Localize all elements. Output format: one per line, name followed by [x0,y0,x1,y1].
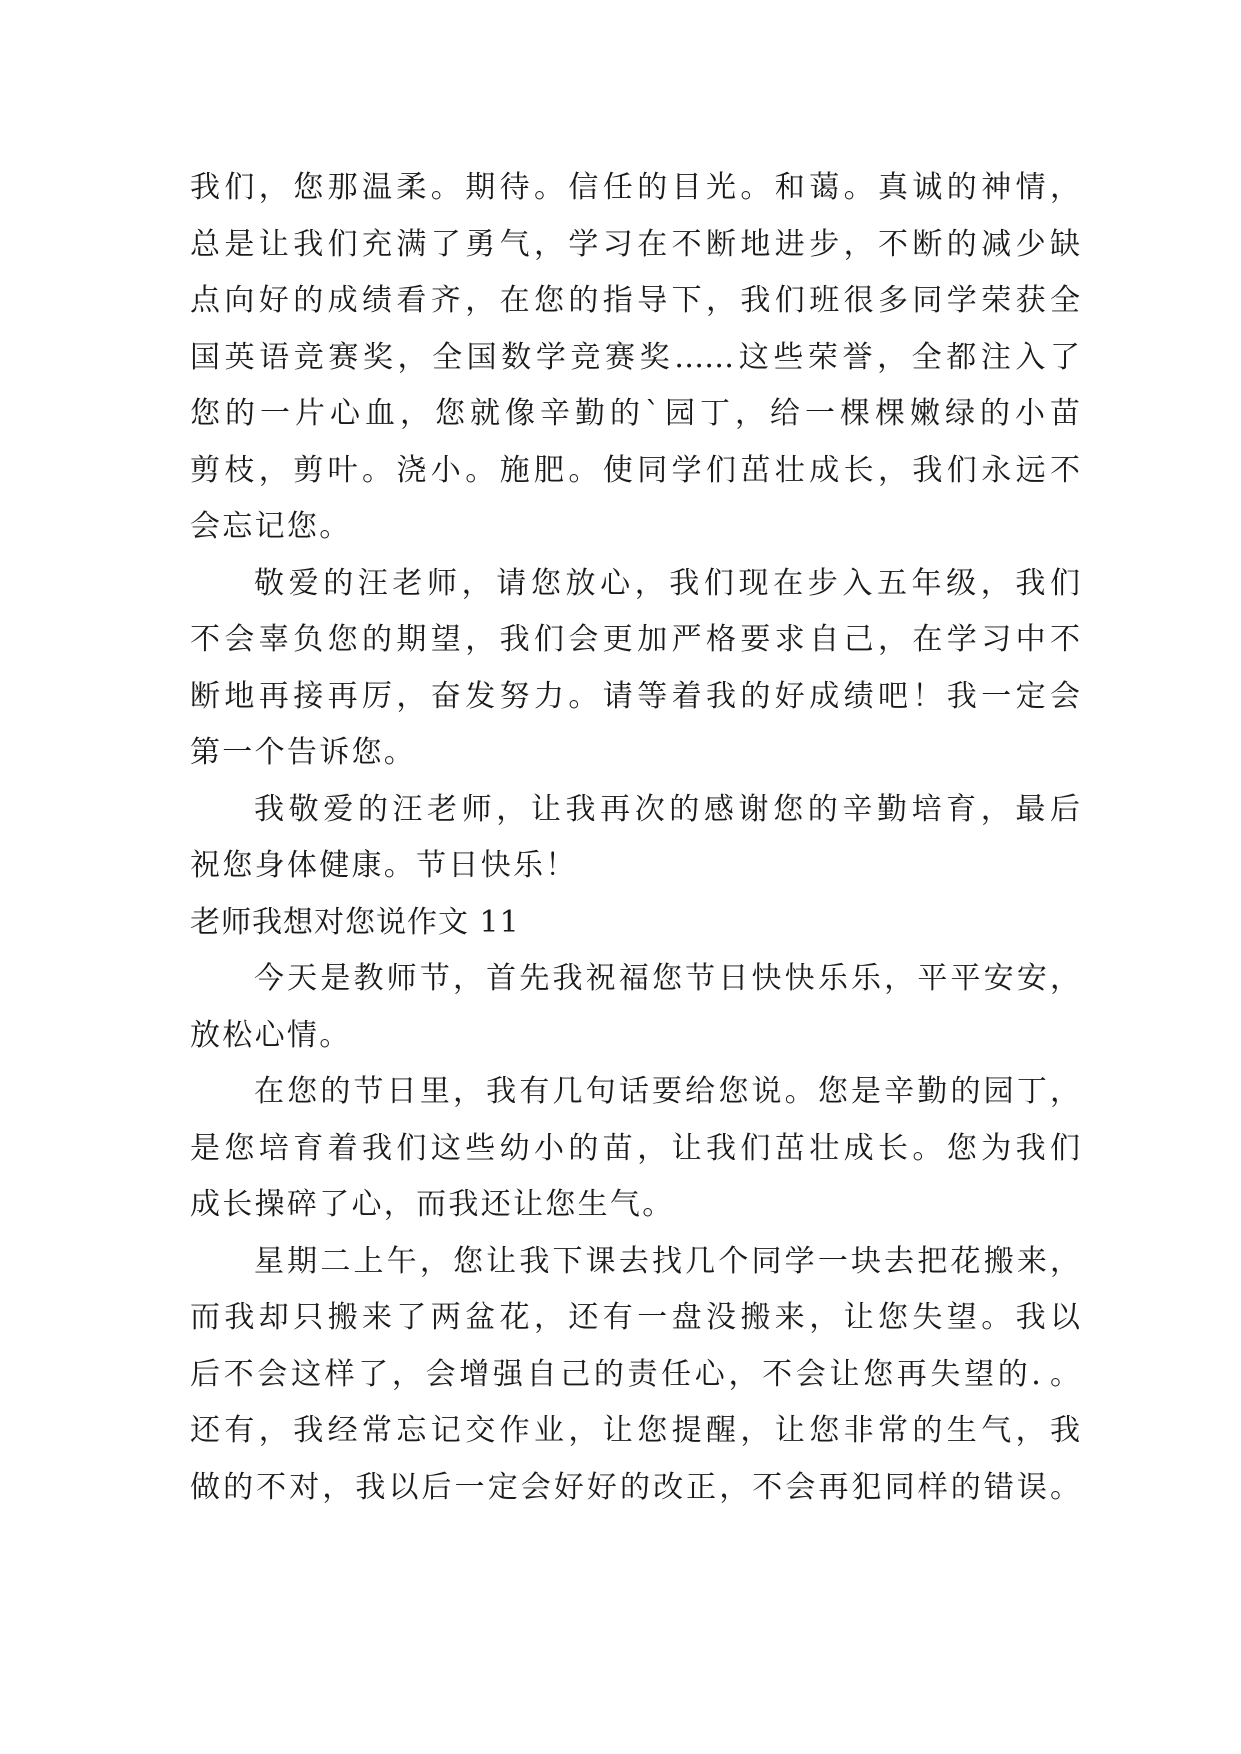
text-line: 断地再接再厉，奋发努力。请等着我的好成绩吧！我一定会 [190,678,1080,714]
text-line: 国英语竞赛奖，全国数学竞赛奖……这些荣誉，全都注入了 [190,339,1080,375]
text-line: 还有，我经常忘记交作业，让您提醒，让您非常的生气，我 [190,1413,1080,1448]
text-line: 做的不对，我以后一定会好好的改正，不会再犯同样的错误。 [190,1469,1080,1505]
text-line: 放松心情。 [190,1017,352,1053]
paragraph-first-line: 在您的节日里，我有几句话要给您说。您是辛勤的园丁， [254,1074,1080,1109]
section-heading: 老师我想对您说作文 11 [190,904,520,940]
text-line: 成长操碎了心，而我还让您生气。 [190,1187,675,1222]
text-line: 会忘记您。 [190,509,352,544]
text-line: 我们，您那温柔。期待。信任的目光。和蔼。真诚的神情， [190,170,1080,205]
text-line: 后不会这样了，会增强自己的责任心，不会让您再失望的．。 [190,1356,1080,1392]
text-line: 不会辜负您的期望，我们会更加严格要求自己，在学习中不 [190,622,1080,657]
text-line: 第一个告诉您。 [190,735,417,770]
text-line: 祝您身体健康。节日快乐！ [190,848,578,883]
text-line: 是您培育着我们这些幼小的苗，让我们茁壮成长。您为我们 [190,1130,1080,1166]
paragraph-first-line: 我敬爱的汪老师，让我再次的感谢您的辛勤培育，最后 [254,791,1080,827]
document-body [190,160,1080,1516]
text-line: 点向好的成绩看齐，在您的指导下，我们班很多同学荣获全 [190,283,1080,318]
paragraph-first-line: 今天是教师节，首先我祝福您节日快快乐乐，平平安安， [254,961,1080,996]
paragraph-first-line: 敬爱的汪老师，请您放心，我们现在步入五年级，我们 [254,565,1080,601]
text-line: 您的一片心血，您就像辛勤的`园丁，给一棵棵嫩绿的小苗 [190,396,1080,431]
text-line: 总是让我们充满了勇气，学习在不断地进步，不断的减少缺 [190,226,1080,262]
paragraph-first-line: 星期二上午，您让我下课去找几个同学一块去把花搬来， [254,1243,1080,1279]
text-line: 而我却只搬来了两盆花，还有一盘没搬来，让您失望。我以 [190,1300,1080,1335]
text-line: 剪枝，剪叶。浇小。施肥。使同学们茁壮成长，我们永远不 [190,452,1080,488]
